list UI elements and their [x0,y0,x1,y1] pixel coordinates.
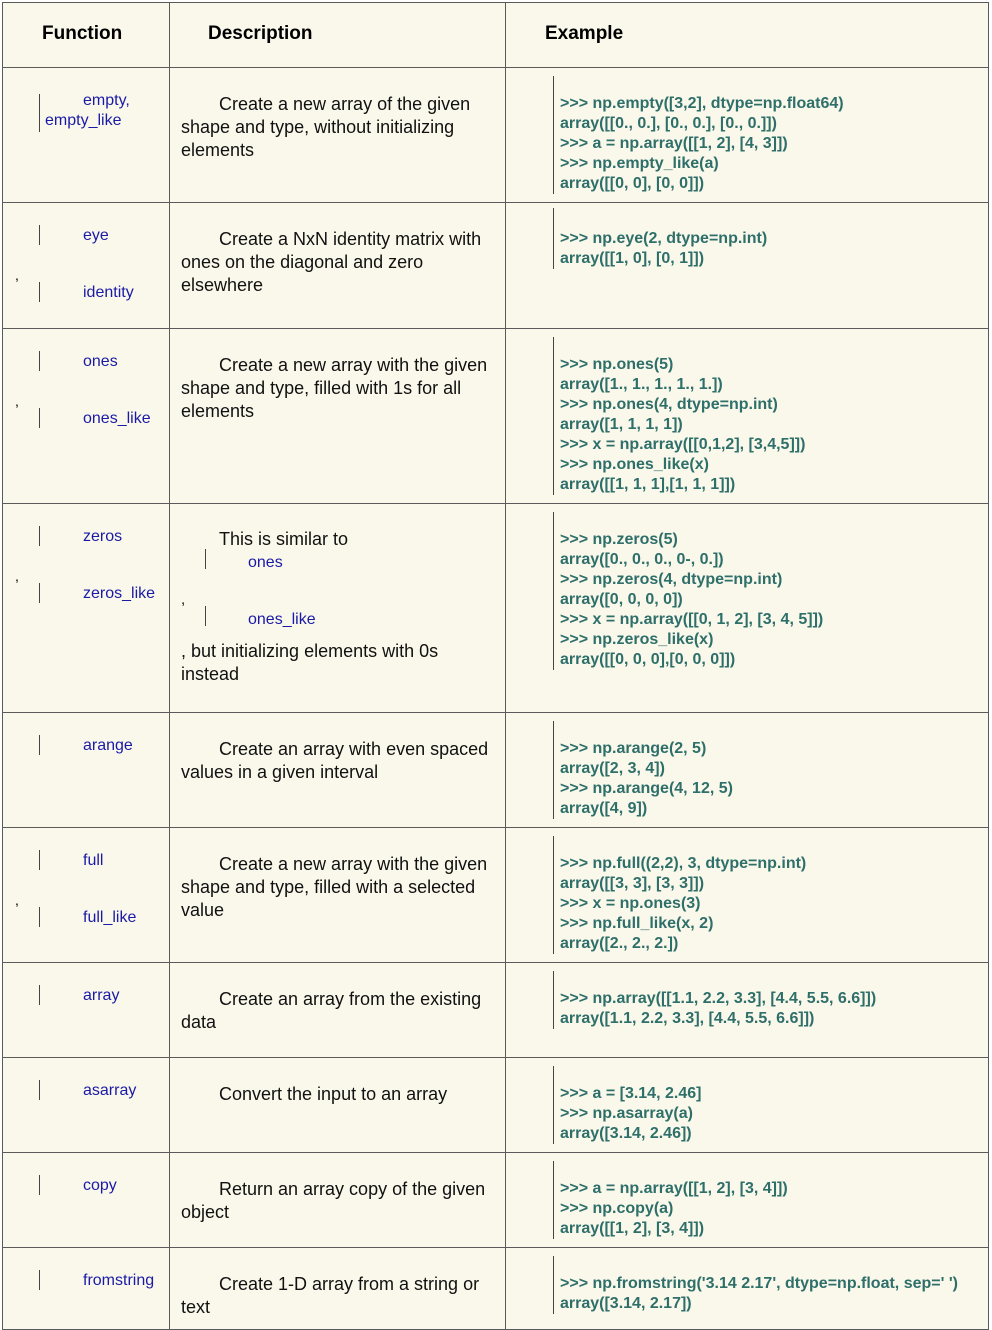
function-cell [3,963,170,1058]
example-cell [506,68,989,203]
table-row [3,68,989,203]
code-example: >>> np.full((2,2), 3, dtype=np.int) array([[3, 3], [3, 3]]) >>> x = np.ones(3) >>> np.full_like(x, 2) array([2., 2., 2.]) [553,836,806,954]
header-row [3,3,989,68]
function-cell [3,1153,170,1248]
function-link-full-like[interactable]: full_like [39,909,136,927]
function-link-asarray[interactable]: asarray [39,1082,136,1100]
example-cell [506,203,989,329]
link-ones-like[interactable]: ones_like [205,608,316,631]
function-cell [3,68,170,203]
example-cell [506,504,989,713]
example-cell [506,1058,989,1153]
function-link-arange[interactable]: arange [39,737,133,755]
description-cell: Create a new array with the given shape and type, filled with a selected value [170,828,506,963]
function-link-array[interactable]: array [39,987,119,1005]
function-cell: ones , ones_like [3,329,170,504]
table-row [3,963,989,1058]
code-example: >>> np.empty([3,2], dtype=np.float64) array([[0., 0.], [0., 0.], [0., 0.]]) >>> a = np.array([[1, 2], [4, 3]]) >>> np.empty_like(a) array([[0, 0], [0, 0]]) [553,76,844,194]
table-row [3,1248,989,1330]
function-cell [3,713,170,828]
table-row [3,329,989,504]
code-example: >>> np.array([[1.1, 2.2, 3.3], [4.4, 5.5, 6.6]]) array([1.1, 2.2, 3.3], [4.4, 5.5, 6.6]]) [553,971,876,1029]
numpy-functions-table [2,2,989,1330]
example-cell [506,1248,989,1330]
description-cell: Create an array with even spaced values in a given interval [170,713,506,828]
description-cell: Create a new array with the given shape and type, filled with 1s for all elements [170,329,506,504]
description-cell: Return an array copy of the given object [170,1153,506,1248]
function-link-empty-like[interactable]: empty_like [45,112,122,129]
example-cell [506,1153,989,1248]
description-cell: Convert the input to an array [170,1058,506,1153]
code-example: >>> np.eye(2, dtype=np.int) array([[1, 0], [0, 1]]) [553,208,767,269]
function-link-ones-like[interactable]: ones_like [39,410,151,428]
function-cell: zeros , zeros_like [3,504,170,713]
function-link-ones[interactable]: ones [39,353,118,371]
table-row [3,828,989,963]
description-cell: Create a new array of the given shape and type, without initializing elements [170,68,506,203]
header-description: Description [170,3,506,68]
code-example: >>> a = [3.14, 2.46] >>> np.asarray(a) array([3.14, 2.46]) [553,1066,701,1144]
header-example: Example [506,3,989,68]
function-link-identity[interactable]: identity [39,284,134,302]
function-cell [3,1058,170,1153]
example-cell [506,329,989,504]
table-row [3,1058,989,1153]
code-example: >>> np.arange(2, 5) array([2, 3, 4]) >>> np.arange(4, 12, 5) array([4, 9]) [553,721,733,819]
function-link-full[interactable]: full [39,852,103,870]
description-cell: Create an array from the existing data [170,963,506,1058]
link-ones[interactable]: ones [205,551,283,574]
code-example: >>> a = np.array([[1, 2], [3, 4]]) >>> np.copy(a) array([[1, 2], [3, 4]]) [553,1161,788,1239]
function-link-fromstring[interactable]: fromstring [39,1272,154,1290]
example-cell [506,963,989,1058]
function-link-empty[interactable]: empty, [83,92,130,109]
table-row [3,203,989,329]
function-link-zeros-like[interactable]: zeros_like [39,585,155,603]
code-example: >>> np.fromstring('3.14 2.17', dtype=np.float, sep=' ') array([3.14, 2.17]) [553,1256,958,1314]
function-cell: eye , identity [3,203,170,329]
example-cell [506,828,989,963]
description-cell: Create 1-D array from a string or text [170,1248,506,1330]
header-function: Function [3,3,170,68]
function-link-zeros[interactable]: zeros [39,528,122,546]
table-row [3,504,989,713]
code-example: >>> np.zeros(5) array([0., 0., 0., 0-, 0.]) >>> np.zeros(4, dtype=np.int) array([0, 0, 0, 0]) >>> x = np.array([[0, 1, 2], [3, 4, 5]]) >>> np.zeros_like(x) array([[0, 0, 0],[0, 0, 0]]) [553,512,823,670]
function-cell [3,1248,170,1330]
description-cell: Create a NxN identity matrix with ones on the diagonal and zero elsewhere [170,203,506,329]
function-cell: full , full_like [3,828,170,963]
function-link-eye[interactable]: eye [39,227,109,245]
table-row [3,713,989,828]
example-cell [506,713,989,828]
code-example: >>> np.ones(5) array([1., 1., 1., 1., 1.]) >>> np.ones(4, dtype=np.int) array([1, 1, 1, 1]) >>> x = np.array([[0,1,2], [3,4,5]]) >>> np.ones_like(x) array([[1, 1, 1],[1, 1, 1]]) [553,337,805,495]
description-cell: This is similar to ones , ones_like , but initializing elements with 0s instead [170,504,506,713]
function-link-copy[interactable]: copy [39,1177,117,1195]
table-row [3,1153,989,1248]
